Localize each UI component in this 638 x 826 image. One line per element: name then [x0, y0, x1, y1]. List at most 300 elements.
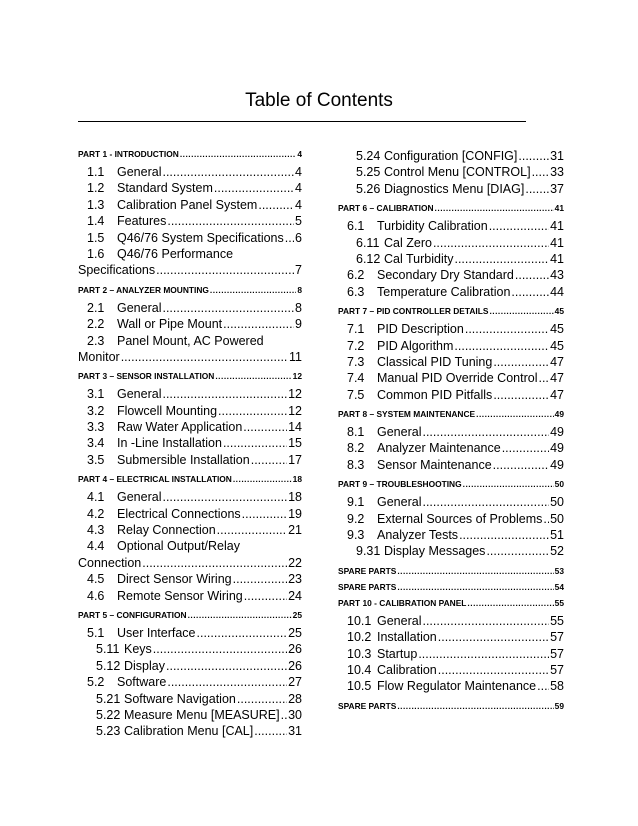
- part-label: PART 6 – CALIBRATION: [338, 203, 434, 214]
- entry-title: General: [377, 613, 422, 628]
- dot-leader: [454, 338, 549, 354]
- toc-entry[interactable]: [78, 555, 302, 571]
- dot-leader: [511, 284, 549, 300]
- toc-entry[interactable]: [78, 164, 302, 180]
- toc-entry[interactable]: [338, 646, 564, 662]
- toc-entry[interactable]: [78, 658, 302, 674]
- toc-entry[interactable]: [338, 387, 564, 403]
- entry-number: 4.1: [87, 490, 105, 505]
- entry-number: 8.3: [347, 457, 365, 472]
- page-number: 53: [554, 565, 564, 576]
- dot-leader: [153, 641, 287, 657]
- page-number: 4: [295, 197, 302, 212]
- toc-part-heading[interactable]: [78, 370, 302, 381]
- toc-entry[interactable]: [78, 522, 302, 538]
- entry-number: 9.31: [356, 544, 381, 559]
- page-number: 50: [550, 511, 564, 526]
- page-number: 57: [550, 662, 564, 677]
- part-label: PART 4 – ELECTRICAL INSTALLATION: [78, 474, 232, 485]
- page-number: 24: [288, 588, 302, 603]
- entry-title: Calibration Panel System: [117, 197, 258, 212]
- page-number: 18: [292, 474, 302, 485]
- toc-part-heading[interactable]: [338, 581, 564, 592]
- page-number: 4: [295, 181, 302, 196]
- page-number: 15: [288, 436, 302, 451]
- page-number: 8: [295, 300, 302, 315]
- toc-left-column: [78, 148, 302, 745]
- entry-number: 6.1: [347, 219, 365, 234]
- dot-leader: [218, 403, 287, 419]
- entry-title: Q46/76 Performance: [117, 246, 234, 261]
- toc-entry[interactable]: [338, 267, 564, 283]
- toc-entry[interactable]: [78, 246, 302, 262]
- dot-leader: [422, 424, 549, 440]
- dot-leader: [525, 181, 549, 197]
- toc-entry[interactable]: [338, 181, 564, 197]
- toc-part-heading[interactable]: [338, 408, 564, 419]
- toc-section-items: [338, 148, 564, 197]
- entry-number: 6.2: [347, 268, 365, 283]
- toc-entry[interactable]: [78, 707, 302, 723]
- dot-leader: [493, 354, 549, 370]
- entry-number: 10.4: [347, 662, 372, 677]
- toc-section-items: [338, 613, 564, 695]
- page-number: 59: [554, 700, 564, 711]
- toc-entry[interactable]: [338, 251, 564, 267]
- dot-leader: [180, 149, 297, 159]
- entry-title: General: [117, 164, 162, 179]
- dot-leader: [215, 371, 291, 381]
- entry-title: Common PID Pitfalls: [377, 387, 493, 402]
- toc-section-items: [78, 164, 302, 279]
- toc-section-items: [78, 489, 302, 604]
- entry-title: Submersible Installation: [117, 452, 250, 467]
- entry-number: 4.2: [87, 506, 105, 521]
- entry-number: 7.3: [347, 354, 365, 369]
- page-number: 49: [550, 457, 564, 472]
- entry-number: 3.5: [87, 452, 105, 467]
- toc-entry[interactable]: [78, 180, 302, 196]
- entry-number: 6.3: [347, 284, 365, 299]
- dot-leader: [438, 662, 549, 678]
- toc-section-items: [78, 625, 302, 740]
- dot-leader: [142, 555, 287, 571]
- dot-leader: [422, 494, 549, 510]
- page-number: 45: [550, 338, 564, 353]
- page-number: 54: [554, 581, 564, 592]
- dot-leader: [167, 213, 294, 229]
- entry-title: General: [117, 300, 162, 315]
- toc-entry[interactable]: [338, 440, 564, 456]
- dot-leader: [467, 598, 553, 608]
- part-label: PART 7 – PID CONTROLLER DETAILS: [338, 306, 489, 317]
- page-number: 47: [550, 371, 564, 386]
- entry-number: 10.1: [347, 613, 372, 628]
- page-number: 37: [550, 181, 564, 196]
- dot-leader: [162, 300, 294, 316]
- page-number: 8: [297, 284, 302, 295]
- toc-entry[interactable]: [78, 691, 302, 707]
- toc-entry[interactable]: [78, 300, 302, 316]
- toc-section-items: [338, 494, 564, 560]
- dot-leader: [162, 386, 287, 402]
- entry-number: 7.5: [347, 387, 365, 402]
- toc-entry[interactable]: [78, 349, 302, 365]
- dot-leader: [397, 566, 553, 576]
- page-number: 11: [289, 349, 302, 364]
- toc-entry[interactable]: [78, 230, 302, 246]
- page-number: 17: [288, 452, 302, 467]
- dot-leader: [281, 707, 287, 723]
- page-number: 47: [550, 387, 564, 402]
- dot-leader: [285, 230, 294, 246]
- toc-entry[interactable]: [338, 511, 564, 527]
- page-number: 9: [295, 317, 302, 332]
- toc-right-column: [338, 148, 564, 716]
- page-number: 33: [550, 165, 564, 180]
- page-number: 7: [295, 263, 302, 278]
- page-number: 21: [288, 523, 302, 538]
- toc-section-items: [78, 300, 302, 366]
- part-label: PART 1 - INTRODUCTION: [78, 149, 179, 159]
- entry-title: Panel Mount, AC Powered: [117, 333, 264, 348]
- entry-number: 3.3: [87, 420, 105, 435]
- entry-title: Remote Sensor Wiring: [117, 588, 243, 603]
- toc-entry[interactable]: [338, 629, 564, 645]
- toc-part-heading[interactable]: [338, 700, 564, 711]
- dot-leader: [422, 613, 549, 629]
- entry-title: Display: [124, 658, 165, 673]
- part-label: PART 9 – TROUBLESHOOTING: [338, 479, 462, 490]
- entry-number: 3.2: [87, 403, 105, 418]
- toc-entry[interactable]: [78, 435, 302, 451]
- entry-title: Temperature Calibration: [377, 284, 511, 299]
- dot-leader: [433, 235, 549, 251]
- entry-number: 8.2: [347, 441, 365, 456]
- toc-part-heading[interactable]: [338, 305, 564, 316]
- dot-leader: [217, 522, 287, 538]
- dot-leader: [254, 723, 287, 739]
- entry-title: Software Navigation: [124, 691, 236, 706]
- entry-number: 5.12: [96, 658, 121, 673]
- page-number: 26: [288, 658, 302, 673]
- entry-title: Raw Water Application: [117, 420, 243, 435]
- page-number: 30: [288, 707, 302, 722]
- entry-title: Monitor: [78, 349, 120, 364]
- page-number: 47: [550, 354, 564, 369]
- entry-title: Turbidity Calibration: [377, 219, 488, 234]
- entry-number: 5.24: [356, 148, 381, 163]
- toc-entry[interactable]: [338, 662, 564, 678]
- entry-number: 1.1: [87, 164, 105, 179]
- toc-entry[interactable]: [338, 338, 564, 354]
- page-number: 58: [550, 679, 564, 694]
- entry-number: 10.3: [347, 646, 372, 661]
- dot-leader: [489, 306, 553, 316]
- toc-entry[interactable]: [78, 262, 302, 278]
- toc-entry[interactable]: [78, 403, 302, 419]
- toc-entry[interactable]: [78, 723, 302, 739]
- page-number: 12: [288, 403, 302, 418]
- toc-section-items: [78, 386, 302, 468]
- entry-number: 9.1: [347, 495, 365, 510]
- toc-entry[interactable]: [338, 494, 564, 510]
- dot-leader: [223, 316, 294, 332]
- part-label: PART 3 – SENSOR INSTALLATION: [78, 371, 215, 382]
- dot-leader: [162, 164, 294, 180]
- page-title: Table of Contents: [245, 90, 393, 111]
- toc-section-items: [338, 218, 564, 300]
- page-number: 57: [550, 646, 564, 661]
- dot-leader: [233, 474, 292, 484]
- page-number: 22: [288, 555, 302, 570]
- entry-number: 5.26: [356, 181, 381, 196]
- entry-number: 7.4: [347, 371, 365, 386]
- dot-leader: [493, 457, 549, 473]
- entry-number: 8.1: [347, 425, 365, 440]
- page-number: 14: [288, 420, 302, 435]
- entry-number: 6.11: [356, 235, 380, 250]
- toc-entry[interactable]: [78, 386, 302, 402]
- page-number: 28: [288, 691, 302, 706]
- toc-part-heading[interactable]: [78, 609, 302, 620]
- page-number: 55: [550, 613, 564, 628]
- entry-number: 5.11: [96, 642, 120, 657]
- page-number: 57: [550, 630, 564, 645]
- part-label: SPARE PARTS: [338, 700, 397, 711]
- entry-number: 2.3: [87, 333, 105, 348]
- toc-section-items: [338, 424, 564, 473]
- entry-title: General: [117, 387, 162, 402]
- entry-number: 4.5: [87, 572, 105, 587]
- toc-entry[interactable]: [338, 543, 564, 559]
- page-number: 27: [288, 675, 302, 690]
- toc-entry[interactable]: [78, 419, 302, 435]
- entry-title: Display Messages: [384, 544, 486, 559]
- dot-leader: [167, 674, 287, 690]
- toc-entry[interactable]: [78, 641, 302, 657]
- toc-entry[interactable]: [338, 457, 564, 473]
- part-label: PART 10 - CALIBRATION PANEL: [338, 597, 467, 608]
- entry-number: 6.12: [356, 251, 381, 266]
- page-number: 26: [288, 642, 302, 657]
- toc-entry[interactable]: [78, 625, 302, 641]
- entry-title: Installation: [377, 630, 437, 645]
- part-label: PART 8 – SYSTEM MAINTENANCE: [338, 409, 476, 420]
- toc-entry[interactable]: [338, 678, 564, 694]
- dot-leader: [156, 262, 294, 278]
- toc-entry[interactable]: [338, 164, 564, 180]
- dot-leader: [223, 435, 287, 451]
- entry-number: 7.1: [347, 322, 365, 337]
- page-number: 31: [550, 148, 564, 163]
- toc-entry[interactable]: [78, 489, 302, 505]
- entry-number: 1.4: [87, 214, 105, 229]
- entry-title: User Interface: [117, 625, 196, 640]
- toc-entry[interactable]: [78, 452, 302, 468]
- entry-title: Features: [117, 214, 167, 229]
- toc-part-heading[interactable]: [338, 202, 564, 213]
- toc-part-heading[interactable]: [338, 597, 564, 608]
- entry-number: 5.1: [87, 625, 105, 640]
- toc-entry[interactable]: [338, 613, 564, 629]
- toc-entry[interactable]: [78, 571, 302, 587]
- entry-number: 9.3: [347, 528, 365, 543]
- dot-leader: [162, 489, 287, 505]
- entry-title: Analyzer Maintenance: [377, 441, 501, 456]
- dot-leader: [188, 610, 292, 620]
- entry-title: Software: [117, 675, 167, 690]
- dot-leader: [397, 582, 553, 592]
- entry-title: Manual PID Override Control: [377, 371, 538, 386]
- entry-title: Calibration: [377, 662, 437, 677]
- entry-number: 3.1: [87, 387, 105, 402]
- toc-entry[interactable]: [78, 506, 302, 522]
- page-number: 4: [295, 164, 302, 179]
- entry-number: 10.2: [347, 630, 372, 645]
- part-label: PART 2 – ANALYZER MOUNTING: [78, 284, 209, 295]
- page-number: 50: [554, 479, 564, 490]
- dot-leader: [166, 658, 287, 674]
- entry-title: Relay Connection: [117, 523, 216, 538]
- toc-entry[interactable]: [78, 213, 302, 229]
- entry-number: 2.2: [87, 317, 105, 332]
- entry-title: Sensor Maintenance: [377, 457, 492, 472]
- page-number: 44: [550, 284, 564, 299]
- dot-leader: [538, 370, 549, 386]
- toc-entry[interactable]: [338, 370, 564, 386]
- toc-entry[interactable]: [78, 316, 302, 332]
- entry-number: 1.3: [87, 197, 105, 212]
- page-number: 31: [288, 724, 302, 739]
- page-number: 4: [297, 149, 302, 159]
- dot-leader: [214, 180, 294, 196]
- page-number: 49: [550, 425, 564, 440]
- page-number: 5: [295, 214, 302, 229]
- page-number: 50: [550, 495, 564, 510]
- page-number: 18: [288, 490, 302, 505]
- entry-title: Electrical Connections: [117, 506, 241, 521]
- dot-leader: [418, 646, 549, 662]
- dot-leader: [454, 251, 549, 267]
- dot-leader: [233, 571, 287, 587]
- toc-part-heading[interactable]: [78, 148, 302, 159]
- toc-entry[interactable]: [338, 424, 564, 440]
- toc-part-heading[interactable]: [338, 478, 564, 489]
- entry-title: Optional Output/Relay: [117, 539, 240, 554]
- entry-number: 5.22: [96, 707, 121, 722]
- entry-title: External Sources of Problems: [377, 511, 543, 526]
- entry-title: Calibration Menu [CAL]: [124, 724, 254, 739]
- entry-title: Cal Zero: [384, 235, 432, 250]
- page-number: 25: [288, 625, 302, 640]
- entry-number: 5.2: [87, 675, 105, 690]
- page-number: 19: [288, 506, 302, 521]
- entry-title: Wall or Pipe Mount: [117, 317, 223, 332]
- entry-title: General: [377, 425, 422, 440]
- page-number: 49: [550, 441, 564, 456]
- toc-part-heading[interactable]: [78, 284, 302, 295]
- toc-entry[interactable]: [338, 218, 564, 234]
- toc-entry[interactable]: [338, 235, 564, 251]
- dot-leader: [438, 629, 549, 645]
- page-number: 52: [550, 544, 564, 559]
- toc-entry[interactable]: [78, 333, 302, 349]
- entry-number: 4.3: [87, 523, 105, 538]
- toc-entry[interactable]: [78, 538, 302, 554]
- dot-leader: [258, 197, 294, 213]
- dot-leader: [244, 588, 287, 604]
- toc-entry[interactable]: [78, 197, 302, 213]
- dot-leader: [397, 701, 553, 711]
- entry-title: Control Menu [CONTROL]: [384, 165, 531, 180]
- entry-title: Flow Regulator Maintenance: [377, 679, 537, 694]
- dot-leader: [197, 625, 288, 641]
- page-number: 45: [554, 306, 564, 317]
- entry-title: PID Algorithm: [377, 338, 454, 353]
- entry-title: General: [117, 490, 162, 505]
- toc-entry[interactable]: [338, 321, 564, 337]
- page-number: 12: [292, 371, 302, 382]
- entry-title: General: [377, 495, 422, 510]
- entry-title: Diagnostics Menu [DIAG]: [384, 181, 525, 196]
- entry-number: 1.2: [87, 181, 105, 196]
- page-number: 45: [550, 322, 564, 337]
- page-number: 41: [550, 235, 564, 250]
- page-number: 12: [288, 387, 302, 402]
- toc-entry[interactable]: [338, 284, 564, 300]
- entry-number: 2.1: [87, 300, 105, 315]
- part-label: SPARE PARTS: [338, 581, 397, 592]
- dot-leader: [237, 691, 287, 707]
- entry-number: 4.6: [87, 588, 105, 603]
- dot-leader: [459, 527, 549, 543]
- toc-entry[interactable]: [338, 148, 564, 164]
- entry-number: 3.4: [87, 436, 105, 451]
- entry-title: Flowcell Mounting: [117, 403, 218, 418]
- dot-leader: [435, 203, 554, 213]
- entry-title: Connection: [78, 555, 142, 570]
- toc-entry[interactable]: [78, 674, 302, 690]
- entry-title: Configuration [CONFIG]: [384, 148, 518, 163]
- dot-leader: [515, 267, 549, 283]
- part-label: SPARE PARTS: [338, 565, 397, 576]
- entry-title: In -Line Installation: [117, 436, 222, 451]
- dot-leader: [532, 164, 550, 180]
- dot-leader: [489, 218, 549, 234]
- toc-entry[interactable]: [338, 527, 564, 543]
- entry-number: 1.6: [87, 246, 105, 261]
- entry-title: Direct Sensor Wiring: [117, 572, 232, 587]
- toc-entry[interactable]: [78, 588, 302, 604]
- page-number: 43: [550, 268, 564, 283]
- dot-leader: [243, 419, 287, 435]
- entry-title: Analyzer Tests: [377, 528, 459, 543]
- page-number: 49: [554, 409, 564, 420]
- dot-leader: [486, 543, 549, 559]
- toc-part-heading[interactable]: [338, 565, 564, 576]
- dot-leader: [463, 479, 554, 489]
- toc-part-heading[interactable]: [78, 473, 302, 484]
- page-number: 55: [554, 597, 564, 608]
- toc-entry[interactable]: [338, 354, 564, 370]
- page-number: 41: [554, 203, 564, 214]
- entry-title: Keys: [124, 642, 152, 657]
- entry-title: Specifications: [78, 263, 156, 278]
- entry-number: 5.21: [96, 691, 121, 706]
- entry-number: 10.5: [347, 679, 372, 694]
- part-label: PART 5 – CONFIGURATION: [78, 609, 187, 620]
